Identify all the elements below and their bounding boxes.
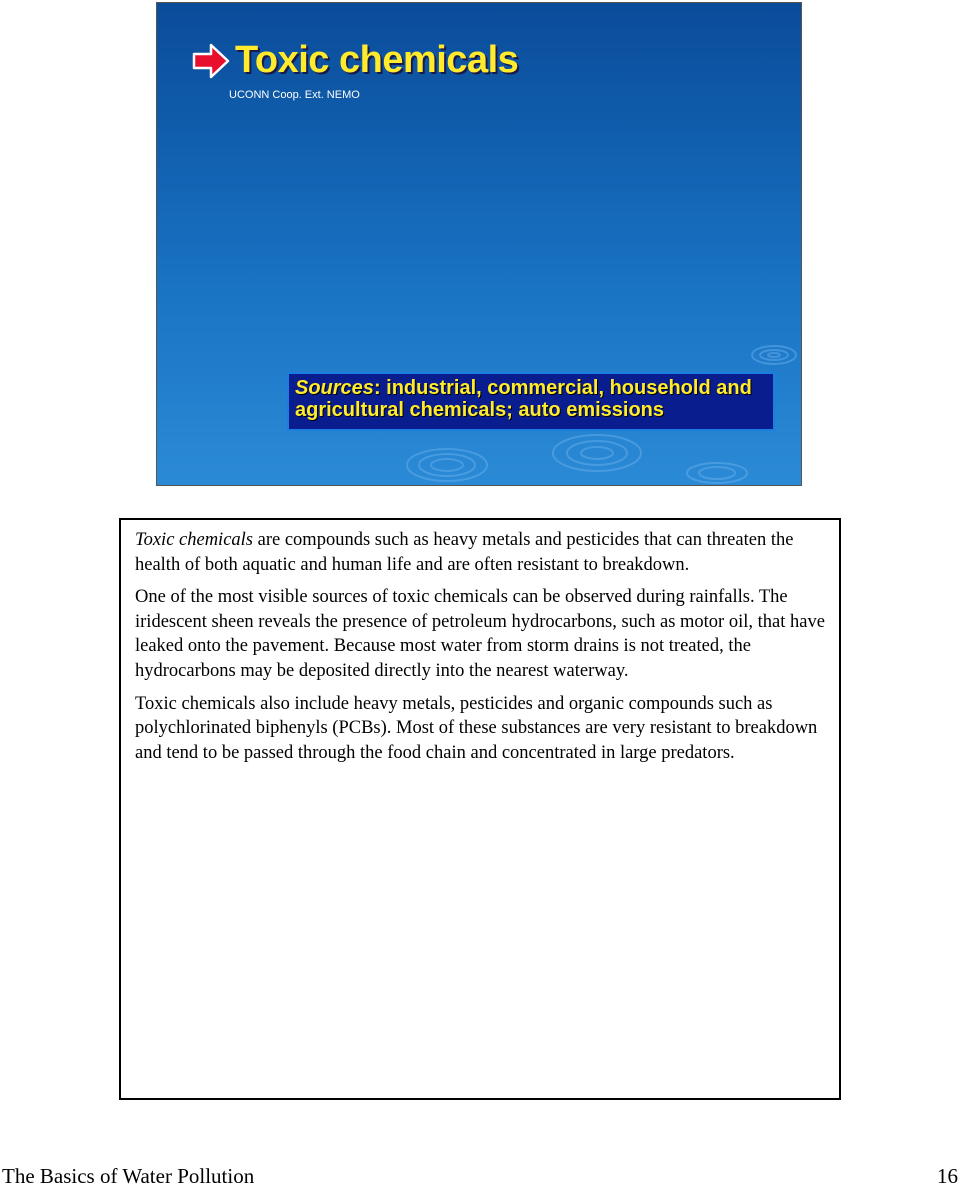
notes-paragraph-1-text: are compounds such as heavy metals and pesticides that can threaten the health of both aquatic and human life and are often resistant to breakdown.	[135, 530, 794, 575]
page-number: 16	[937, 1164, 958, 1188]
sources-label: Sources	[295, 377, 374, 399]
sources-text: : industrial, commercial, household and agricultural chemicals; auto emissions	[295, 377, 752, 421]
sources-box	[287, 372, 775, 431]
notes-paragraph-3: Toxic chemicals also include heavy metals, pesticides and organic compounds such as polychlorinated biphenyls (PCBs). Most of these substances are very resistant to breakdown and tend to be passed through the food chain and concentrated in large predators.	[135, 693, 818, 763]
notes-term: Toxic chemicals	[135, 530, 254, 550]
slide-title: Toxic chemicals	[235, 39, 519, 81]
slide	[156, 2, 802, 486]
speaker-notes	[119, 518, 841, 1100]
notes-paragraph-1	[135, 528, 825, 577]
notes-paragraph-2: One of the most visible sources of toxic chemicals can be observed during rainfalls. The iridescent sheen reveals the presence of petroleum hydrocarbons, such as motor oil, that have leaked onto the pavement. Because most water from storm drains is not treated, the hydrocarbons may be deposited directly into the nearest waterway.	[135, 587, 825, 681]
slide-title-row	[191, 39, 518, 82]
footer-title: The Basics of Water Pollution	[2, 1164, 255, 1188]
arrow-right-icon	[191, 41, 231, 81]
slide-credit: UCONN Coop. Ext. NEMO	[229, 89, 360, 101]
